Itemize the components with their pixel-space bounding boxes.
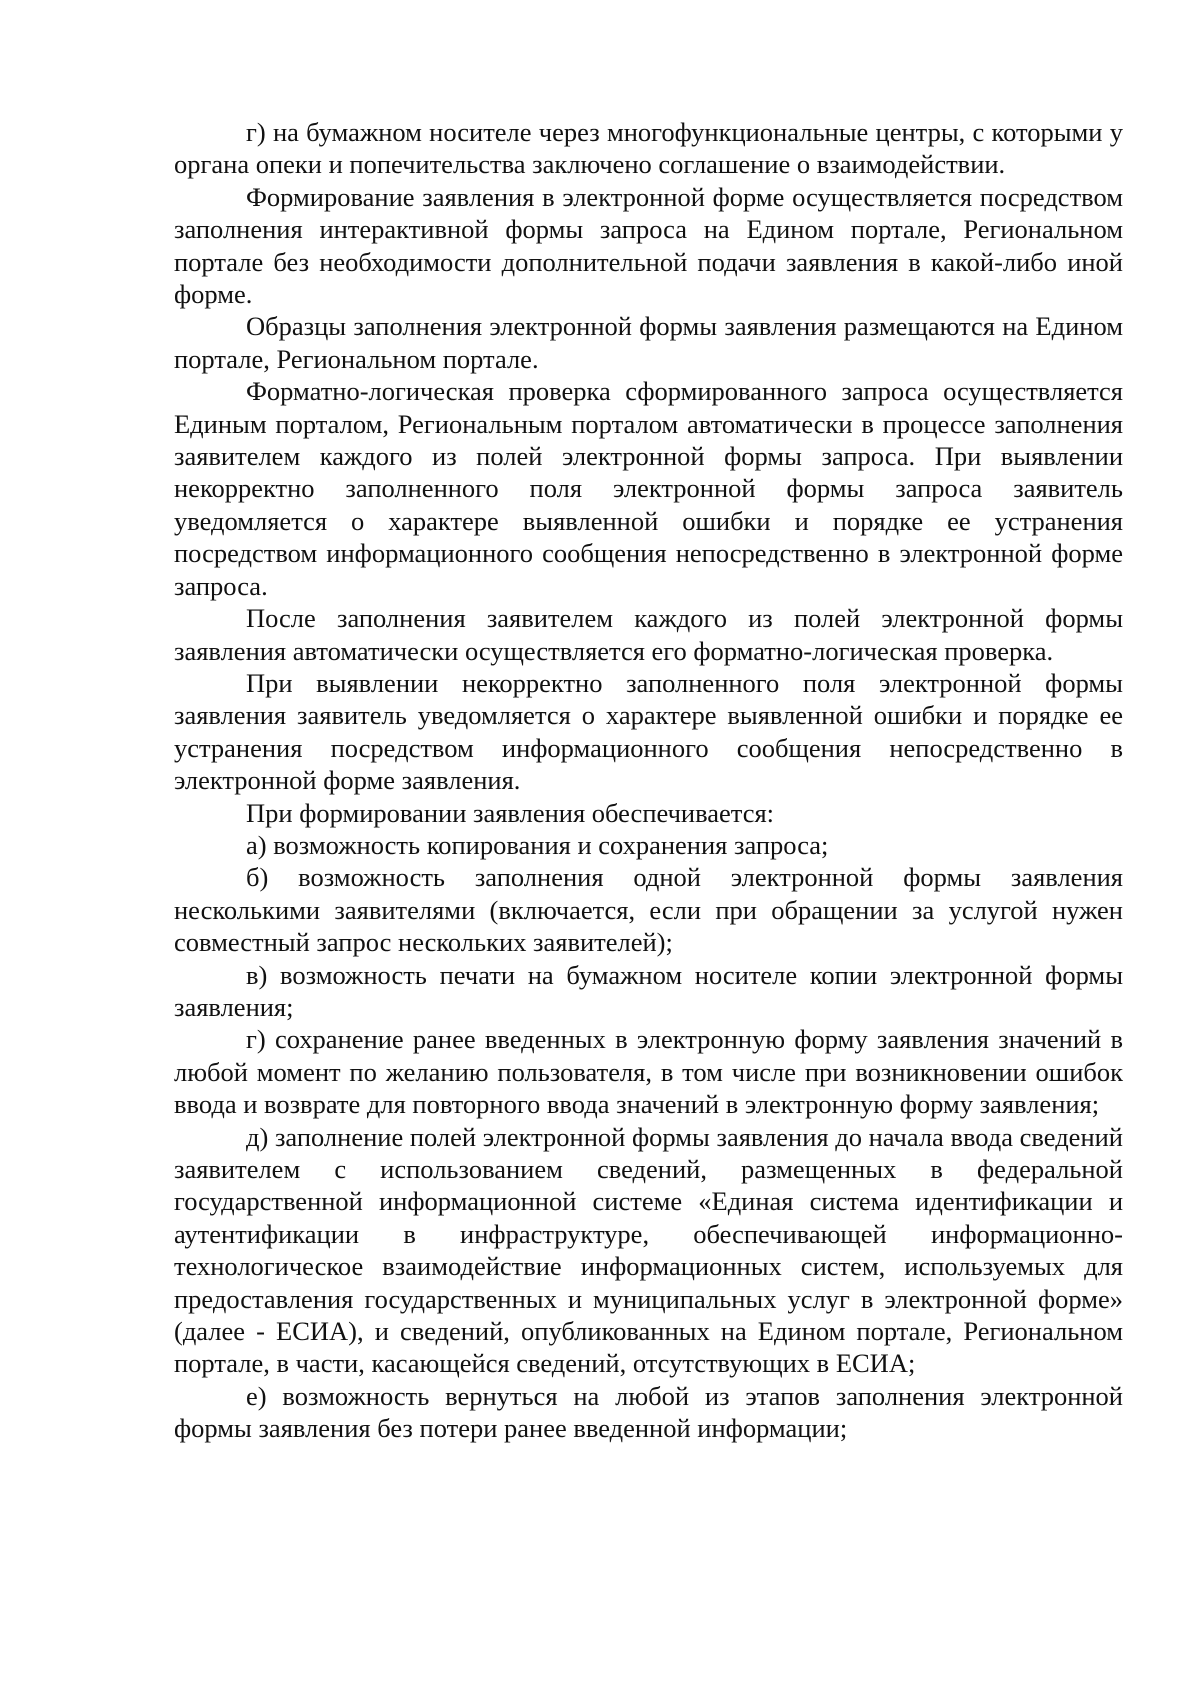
list-item-b: б) возможность заполнения одной электронной формы заявления несколькими заявителями (включается, если при обращении за услугой нужен совместный запрос нескольких заявителей); (174, 862, 1123, 958)
list-item-a: а) возможность копирования и сохранения запроса; (246, 829, 829, 860)
paragraph-format-check: Форматно-логическая проверка сформированного запроса осуществляется Единым порталом, Региональным порталом автоматически в процессе заполнения заявителем каждого из полей электронной формы запроса. При выявлении некорректно заполненного поля электронной формы запроса заявитель уведомляется о характере выявленной ошибки и порядке ее устранения посредством информационного сообщения непосредственно в электронной форме запроса. (174, 376, 1123, 601)
paragraph-incorrect-field: При выявлении некорректно заполненного поля электронной формы заявления заявитель уведомляется о характере выявленной ошибки и порядке ее устранения посредством информационного сообщения непосредственно в электронной форме заявления. (174, 667, 1123, 796)
paragraph-after-filling: После заполнения заявителем каждого из полей электронной формы заявления автоматически осуществляется его форматно-логическая проверка. (174, 603, 1123, 666)
list-item-g: г) сохранение ранее введенных в электронную форму заявления значений в любой момент по желанию пользователя, в том числе при возникновении ошибок ввода и возврате для повторного ввода значений в электронную форму заявления; (174, 1024, 1123, 1120)
paragraph-provided: При формировании заявления обеспечивается: (246, 797, 775, 828)
paragraph-electronic-form: Формирование заявления в электронной форме осуществляется посредством заполнения интерактивной формы запроса на Едином портале, Региональном портале без необходимости дополнительной подачи заявления в какой-либо иной форме. (174, 181, 1123, 310)
paragraph-samples: Образцы заполнения электронной формы заявления размещаются на Едином портале, Региональном портале. (174, 311, 1123, 374)
list-item-v: в) возможность печати на бумажном носителе копии электронной формы заявления; (174, 959, 1123, 1022)
list-item-d: д) заполнение полей электронной формы заявления до начала ввода сведений заявителем с использованием сведений, размещенных в федеральной государственной информационной системе «Единая система идентификации и аутентификации в инфраструктуре, обеспечивающей информационно-технологическое взаимодействие информационных систем, используемых для предоставления государственных и муниципальных услуг в электронной форме» (далее - ЕСИА), и сведений, опубликованных на Едином портале, Региональном портале, в части, касающейся сведений, отсутствующих в ЕСИА; (174, 1121, 1123, 1379)
document-body (174, 116, 1123, 1445)
list-item-e: е) возможность вернуться на любой из этапов заполнения электронной формы заявления без потери ранее введенной информации; (174, 1380, 1123, 1444)
paragraph-g-mfc: г) на бумажном носителе через многофункциональные центры, с которыми у органа опеки и попечительства заключено соглашение о взаимодействии. (174, 117, 1123, 180)
